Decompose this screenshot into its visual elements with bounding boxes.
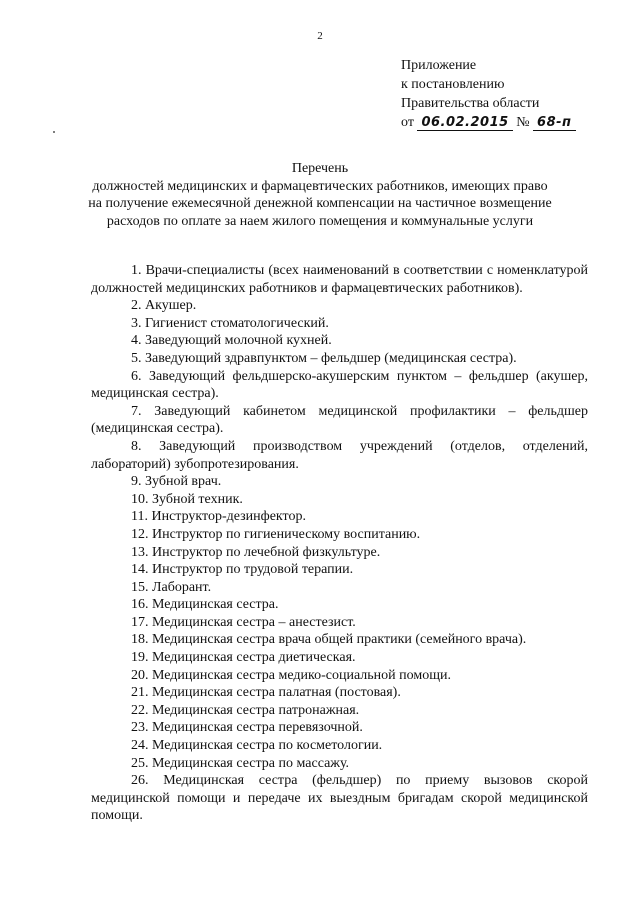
- list-item-text: Инструктор по трудовой терапии.: [152, 562, 354, 578]
- list-item-number: 5.: [131, 350, 142, 366]
- attachment-line-3: Правительства области: [401, 96, 540, 111]
- list-item: [91, 755, 588, 773]
- list-item-number: 4.: [131, 333, 142, 349]
- list-item-text: Медицинская сестра патронажная.: [152, 702, 360, 718]
- date-prefix: от: [401, 115, 414, 130]
- list-item-text: Медицинская сестра диетическая.: [152, 650, 356, 666]
- list-item-number: 18.: [131, 632, 149, 648]
- list-item-number: 10.: [131, 491, 149, 507]
- list-item: [91, 772, 588, 825]
- list-item-text: Заведующий фельдшерско-акушерским пунктом – фельдшер (акушер, медицинская сестра).: [91, 368, 588, 402]
- list-item-number: 1.: [131, 263, 142, 278]
- list-item-text: Медицинская сестра врача общей практики (семейного врача).: [152, 632, 527, 648]
- list-item: [91, 561, 588, 579]
- list-item-number: 12.: [131, 526, 149, 542]
- list-item-number: 21.: [131, 685, 149, 701]
- list-item-number: 19.: [131, 650, 149, 666]
- list-item: [91, 350, 588, 368]
- list-item-number: 25.: [131, 755, 149, 771]
- page-number: 2: [317, 30, 323, 42]
- list-item-number: 17.: [131, 614, 149, 630]
- list-item: [91, 631, 588, 649]
- number-sign: №: [516, 115, 530, 130]
- list-item-text: Лаборант.: [152, 579, 212, 595]
- list-item-number: 6.: [131, 368, 142, 384]
- list-item-number: 3.: [131, 315, 142, 331]
- handwritten-number: 68-п: [533, 116, 575, 131]
- list-item: [91, 737, 588, 755]
- list-item: [91, 684, 588, 702]
- list-item: [91, 649, 588, 667]
- list-item-text: Заведующий кабинетом медицинской профилактики – фельдшер (медицинская сестра).: [91, 403, 588, 437]
- positions-list: [91, 262, 588, 825]
- list-item-text: Медицинская сестра медико-социальной помощи.: [152, 667, 452, 683]
- title-line-2: на получение ежемесячной денежной компенсации на частичное возмещение: [88, 196, 552, 212]
- list-item-number: 9.: [131, 474, 142, 490]
- list-item: [91, 262, 588, 297]
- list-item-text: Медицинская сестра палатная (постовая).: [152, 685, 401, 701]
- list-item-text: Заведующий производством учреждений (отделов, отделений, лабораторий) зубопротезирования.: [91, 438, 589, 472]
- list-item: [91, 473, 588, 491]
- document-title: [0, 160, 640, 230]
- list-item-text: Медицинская сестра по косметологии.: [152, 738, 383, 754]
- list-item-text: Заведующий молочной кухней.: [145, 333, 332, 349]
- list-item-number: 22.: [131, 702, 149, 718]
- list-item-number: 26.: [131, 773, 149, 789]
- list-item: [91, 614, 588, 632]
- title-line-3: расходов по оплате за наем жилого помещения и коммунальные услуги: [106, 213, 534, 229]
- scan-speck: [53, 131, 55, 133]
- handwritten-date: 06.02.2015: [417, 116, 512, 131]
- list-item-number: 7.: [131, 403, 142, 419]
- list-item-text: Акушер.: [145, 298, 197, 314]
- list-item-number: 8.: [131, 438, 142, 454]
- list-item: [91, 332, 588, 350]
- attachment-line-1: Приложение: [401, 58, 477, 73]
- list-item-number: 16.: [131, 597, 149, 613]
- list-item-number: 11.: [131, 509, 148, 525]
- list-item-text: Гигиенист стоматологический.: [145, 315, 329, 331]
- list-item-text: Врачи-специалисты (всех наименований в соответствии с номенклатурой должностей медицинских работников и фармацевтических работников).: [91, 263, 589, 296]
- list-item: [91, 544, 588, 562]
- list-item: [91, 403, 588, 438]
- list-item: [91, 368, 588, 403]
- list-item-number: 15.: [131, 579, 149, 595]
- list-item-text: Зубной врач.: [145, 474, 222, 490]
- list-item-text: Медицинская сестра перевязочной.: [152, 720, 363, 736]
- list-item-text: Медицинская сестра по массажу.: [152, 755, 350, 771]
- list-item-number: 13.: [131, 544, 149, 560]
- list-item: [91, 508, 588, 526]
- attachment-line-2: к постановлению: [401, 77, 505, 92]
- list-item-number: 23.: [131, 720, 149, 736]
- list-item: [91, 667, 588, 685]
- list-item-number: 14.: [131, 562, 149, 578]
- title-heading: Перечень: [291, 161, 349, 176]
- list-item: [91, 315, 588, 333]
- list-item: [91, 596, 588, 614]
- list-item-number: 24.: [131, 738, 149, 754]
- list-item: [91, 579, 588, 597]
- list-item-text: Заведующий здравпунктом – фельдшер (медицинская сестра).: [145, 350, 517, 366]
- list-item: [91, 702, 588, 720]
- list-item-text: Медицинская сестра.: [152, 597, 279, 613]
- list-item: [91, 719, 588, 737]
- list-item-text: Зубной техник.: [152, 491, 243, 507]
- list-item-text: Медицинская сестра (фельдшер) по приему вызовов скорой медицинской помощи и передаче их выездным бригадам скорой медицинской помощи.: [91, 773, 589, 824]
- attachment-block: [401, 56, 576, 132]
- attachment-date-line: [401, 113, 576, 132]
- list-item-number: 20.: [131, 667, 149, 683]
- list-item: [91, 526, 588, 544]
- list-item: [91, 491, 588, 509]
- list-item-text: Инструктор-дезинфектор.: [151, 509, 306, 525]
- list-item-text: Медицинская сестра – анестезист.: [152, 614, 356, 630]
- list-item: [91, 297, 588, 315]
- list-item-text: Инструктор по гигиеническому воспитанию.: [152, 526, 421, 542]
- list-item-text: Инструктор по лечебной физкультуре.: [152, 544, 381, 560]
- list-item-number: 2.: [131, 298, 142, 314]
- title-line-1: должностей медицинских и фармацевтических работников, имеющих право: [92, 178, 548, 194]
- list-item: [91, 438, 588, 473]
